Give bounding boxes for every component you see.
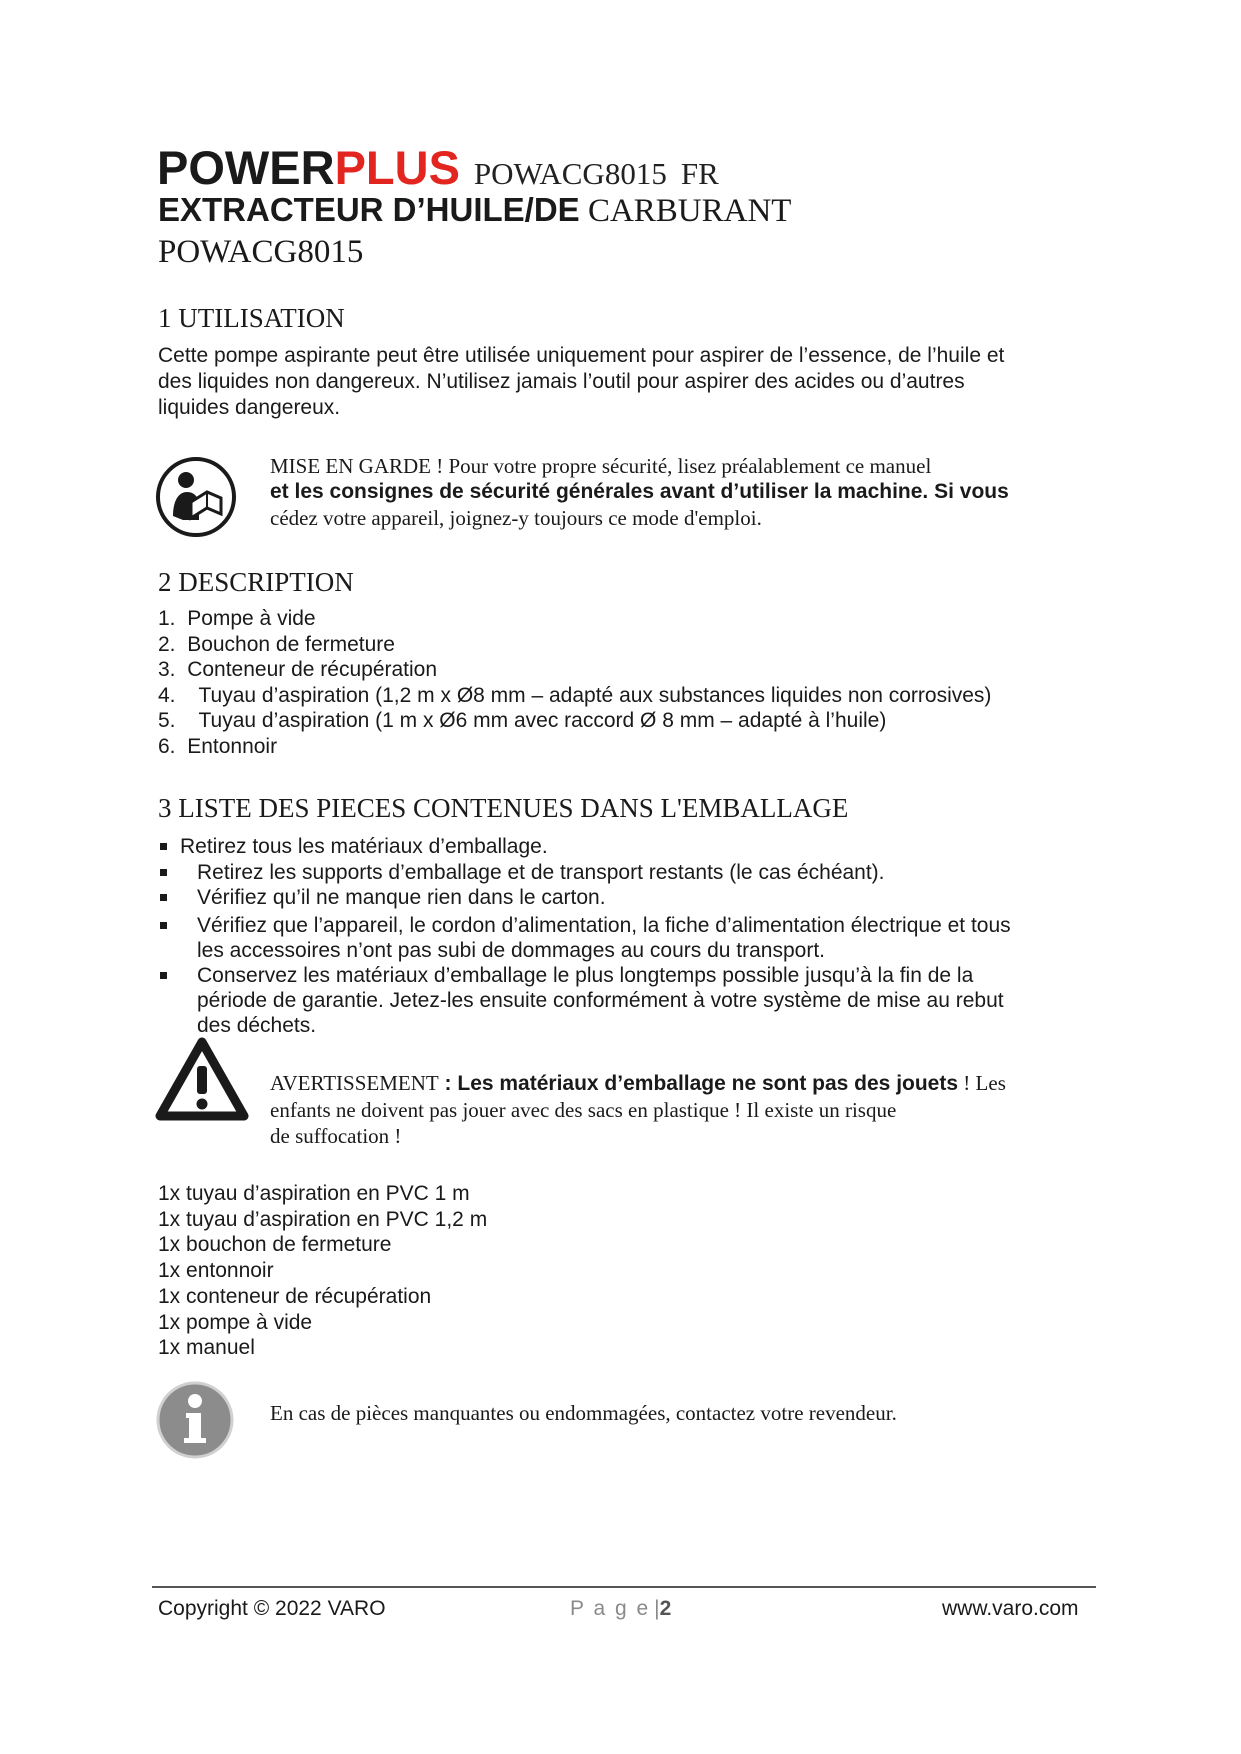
item-text: Tuyau d’aspiration (1,2 m x Ø8 mm – adapté aux substances liquides non corrosives) (198, 683, 992, 707)
safety-warning-block (270, 453, 1009, 531)
info-icon (155, 1380, 235, 1460)
footer-page-number (570, 1596, 671, 1622)
document-title (158, 190, 791, 231)
page-separator: | (654, 1597, 660, 1620)
footer-website-link[interactable]: www.varo.com (942, 1597, 1079, 1620)
item-text: Pompe à vide (187, 607, 316, 630)
item-number: 6. (158, 734, 176, 758)
page-label: P a g e (570, 1597, 651, 1620)
item-number: 2. (158, 632, 176, 656)
bullet-text: période de garantie. Jetez-les ensuite conformément à votre système de mise au rebut (197, 989, 1004, 1012)
bullet-item (158, 963, 1118, 988)
bullet-text: Vérifiez qu’il ne manque rien dans le carton. (197, 886, 606, 909)
item-text: Tuyau d’aspiration (1 m x Ø6 mm avec raccord Ø 8 mm – adapté à l’huile) (198, 709, 887, 732)
list-item (158, 708, 991, 734)
list-item: 1x tuyau d’aspiration en PVC 1,2 m (158, 1207, 488, 1231)
page-number: 2 (659, 1597, 672, 1620)
paragraph-line: des liquides non dangereux. N’utilisez jamais l’outil pour aspirer des acides ou d’autres (158, 370, 965, 393)
bullet-item (158, 913, 1118, 938)
bullet-text: des déchets. (197, 1014, 317, 1037)
section-heading-description: 2 DESCRIPTION (158, 567, 354, 597)
warning-line: de suffocation ! (270, 1124, 402, 1148)
logo-plus-text: PLUS (334, 141, 460, 194)
list-item: 1x entonnoir (158, 1259, 274, 1283)
info-text: En cas de pièces manquantes ou endommagées, contactez votre revendeur. (270, 1401, 897, 1425)
bullet-marker (160, 894, 167, 901)
warning-line-bold: et les consignes de sécurité générales avant d’utiliser la machine. Si vous (270, 480, 1009, 503)
warning-line: enfants ne doivent pas jouer avec des sacs en plastique ! Il existe un risque (270, 1098, 897, 1122)
document-model: POWACG8015 (158, 234, 364, 270)
warning-bold-text: : Les matériaux d’emballage ne sont pas des jouets (438, 1072, 959, 1095)
packaging-warning-block (270, 1070, 1006, 1149)
list-item: 1x conteneur de récupération (158, 1284, 432, 1308)
paragraph-line: Cette pompe aspirante peut être utilisée uniquement pour aspirer de l’essence, de l’huile et (158, 344, 1005, 367)
warning-line: cédez votre appareil, joignez-y toujours ce mode d'emploi. (270, 506, 762, 530)
warning-text: ! Les (958, 1071, 1006, 1095)
item-text: Conteneur de récupération (187, 658, 438, 681)
unpacking-bullets (158, 834, 1118, 1038)
bullet-marker (160, 972, 167, 979)
bullet-item (158, 834, 1118, 860)
paragraph-line: liquides dangereux. (158, 396, 341, 419)
item-number: 4. (158, 683, 176, 707)
bullet-text: les accessoires n’ont pas subi de dommages au cours du transport. (197, 939, 826, 962)
warning-line: MISE EN GARDE ! Pour votre propre sécurité, lisez préalablement ce manuel (270, 454, 932, 478)
list-item: 1x manuel (158, 1336, 255, 1360)
section-heading-package-contents: 3 LISTE DES PIECES CONTENUES DANS L'EMBALLAGE (158, 793, 849, 823)
item-number: 3. (158, 658, 176, 681)
utilisation-paragraph (158, 343, 1004, 421)
list-item: 1x bouchon de fermeture (158, 1233, 392, 1257)
bullet-marker (160, 869, 167, 876)
item-text: Bouchon de fermeture (187, 632, 395, 656)
item-number: 5. (158, 709, 176, 732)
header-language: FR (680, 156, 719, 191)
powerplus-logo (157, 143, 460, 193)
warning-label: AVERTISSEMENT (270, 1071, 439, 1095)
bullet-text: Conservez les matériaux d’emballage le plus longtemps possible jusqu’à la fin de la (197, 964, 974, 987)
bullet-item (158, 885, 1118, 913)
read-manual-icon (155, 456, 237, 538)
bullet-continuation (158, 938, 1118, 963)
footer-copyright: Copyright © 2022 VARO (158, 1597, 386, 1620)
warning-line (270, 1070, 1006, 1097)
parts-list (158, 1181, 487, 1361)
bullet-marker (160, 922, 167, 929)
bullet-text: Retirez les supports d’emballage et de transport restants (le cas échéant). (197, 860, 885, 884)
warning-triangle-icon (154, 1036, 250, 1122)
item-number: 1. (158, 607, 176, 630)
logo-power-text: POWER (157, 141, 335, 194)
list-item (158, 683, 991, 709)
list-item: 1x pompe à vide (158, 1310, 313, 1334)
bullet-continuation (158, 1013, 1118, 1038)
bullet-continuation (158, 988, 1118, 1013)
list-item (158, 734, 991, 760)
brand-header (157, 143, 719, 193)
bullet-marker (160, 843, 167, 850)
bullet-text: Retirez tous les matériaux d’emballage. (180, 835, 548, 858)
item-text: Entonnoir (187, 734, 278, 758)
list-item (158, 606, 991, 632)
header-model: POWACG8015 (473, 156, 667, 191)
bullet-text: Vérifiez que l’appareil, le cordon d’alimentation, la fiche d’alimentation électrique et tous (197, 914, 1011, 937)
footer-divider (152, 1586, 1096, 1588)
title-rest: CARBURANT (587, 193, 792, 229)
list-item (158, 657, 991, 683)
title-bold: EXTRACTEUR D’HUILE/DE (158, 191, 580, 228)
list-item (158, 632, 991, 658)
list-item: 1x tuyau d’aspiration en PVC 1 m (158, 1182, 470, 1205)
description-list (158, 606, 991, 759)
bullet-item (158, 860, 1118, 886)
section-heading-utilisation: 1 UTILISATION (158, 303, 345, 333)
